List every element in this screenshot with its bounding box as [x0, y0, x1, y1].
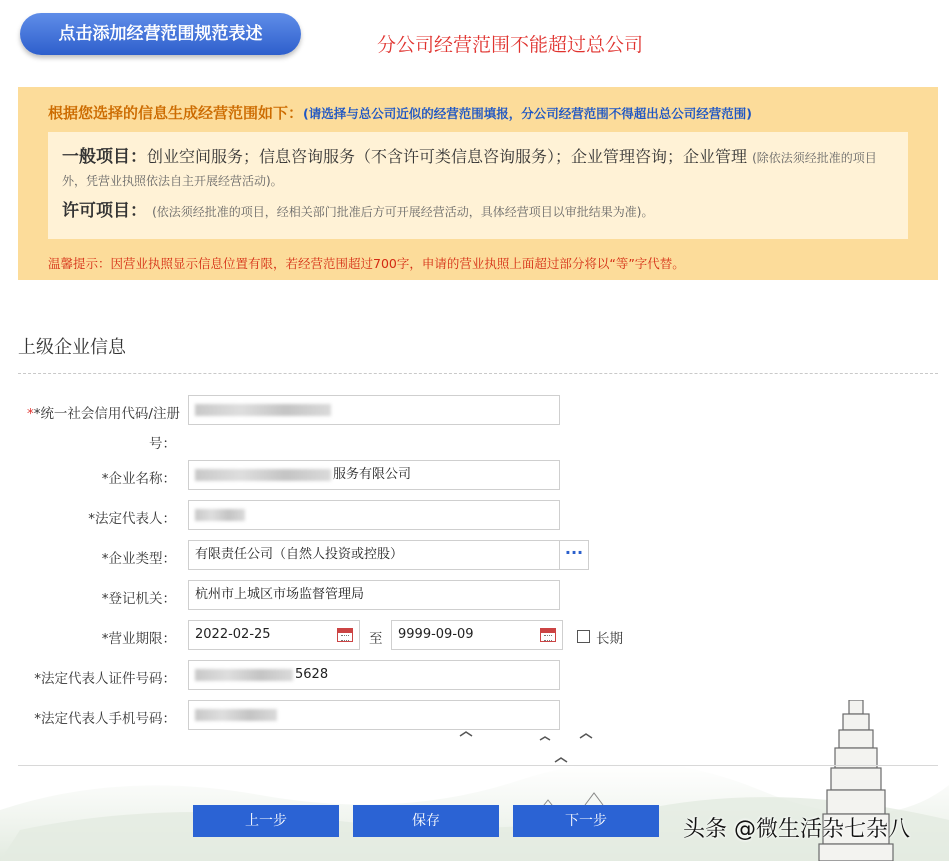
company-type-label: *企业类型：	[101, 551, 176, 567]
general-items-label: 一般项目：	[62, 147, 147, 167]
id-number-input[interactable]	[188, 660, 560, 690]
general-items	[62, 146, 894, 192]
term-start-input[interactable]	[188, 620, 360, 650]
registry-label: *登记机关：	[101, 591, 176, 607]
credit-code-input[interactable]	[188, 395, 560, 425]
permit-items-note: (依法须经批准的项目，经相关部门批准后方可开展经营活动，具体经营项目以审批结果为准)。	[152, 205, 654, 219]
footer-divider	[18, 765, 938, 766]
credit-code-label-cont: 号：	[149, 436, 176, 452]
general-items-text: 创业空间服务；信息咨询服务（不含许可类信息咨询服务）；企业管理咨询；企业管理	[147, 147, 748, 166]
term-label: *营业期限：	[101, 631, 176, 647]
phone-label: *法定代表人手机号码：	[34, 711, 176, 727]
next-step-button[interactable]: 下一步	[513, 805, 659, 837]
scope-header	[48, 102, 752, 123]
term-end-input[interactable]	[391, 620, 563, 650]
id-number-suffix: 5628	[295, 667, 329, 682]
credit-code-label-text: *统一社会信用代码/注册	[33, 406, 180, 422]
add-scope-button[interactable]: 点击添加经营范围规范表述	[20, 13, 301, 55]
permit-items-label: 许可项目：	[62, 201, 147, 221]
watermark: 头条 @微生活杂七杂八	[683, 817, 910, 842]
company-type-input[interactable]: 有限责任公司（自然人投资或控股）	[188, 540, 560, 570]
long-term-label: 长期	[596, 631, 623, 647]
scope-panel	[18, 87, 938, 280]
redacted-value	[195, 469, 331, 481]
calendar-icon[interactable]	[540, 628, 556, 642]
company-name-suffix: 服务有限公司	[333, 467, 412, 482]
long-term-checkbox[interactable]	[577, 630, 590, 643]
credit-code-label: **统一社会信用代码/注册	[26, 406, 180, 422]
legal-rep-input[interactable]	[188, 500, 560, 530]
redacted-value	[195, 509, 245, 521]
permit-items	[62, 200, 894, 223]
company-name-label: *企业名称：	[101, 471, 176, 487]
company-type-picker-button[interactable]: ···	[559, 540, 589, 570]
scope-header-main: 根据您选择的信息生成经营范围如下：	[48, 104, 304, 122]
warm-tip: 温馨提示：因营业执照显示信息位置有限，若经营范围超过700字，申请的营业执照上面超过部分将以“等”字代替。	[48, 256, 685, 271]
calendar-icon[interactable]	[337, 628, 353, 642]
term-end-value: 9999-09-09	[398, 627, 474, 642]
redacted-value	[195, 669, 293, 681]
legal-rep-label: *法定代表人：	[88, 511, 176, 527]
scope-header-note: (请选择与总公司近似的经营范围填报，分公司经营范围不得超出总公司经营范围)	[303, 106, 752, 121]
section-title: 上级企业信息	[18, 337, 126, 358]
term-to: 至	[369, 631, 383, 647]
save-button[interactable]: 保存	[353, 805, 499, 837]
term-start-value: 2022-02-25	[195, 627, 271, 642]
prev-step-button[interactable]: 上一步	[193, 805, 339, 837]
registry-input[interactable]: 杭州市上城区市场监督管理局	[188, 580, 560, 610]
branch-scope-warning: 分公司经营范围不能超过总公司	[377, 34, 644, 56]
id-number-label: *法定代表人证件号码：	[34, 671, 176, 687]
scope-result-box	[48, 132, 908, 239]
divider	[18, 373, 938, 374]
redacted-value	[195, 404, 331, 416]
general-items-note: (除依法须经批准的项目外，凭营业执照依法自主开展经营活动)。	[62, 151, 877, 188]
company-name-input[interactable]	[188, 460, 560, 490]
